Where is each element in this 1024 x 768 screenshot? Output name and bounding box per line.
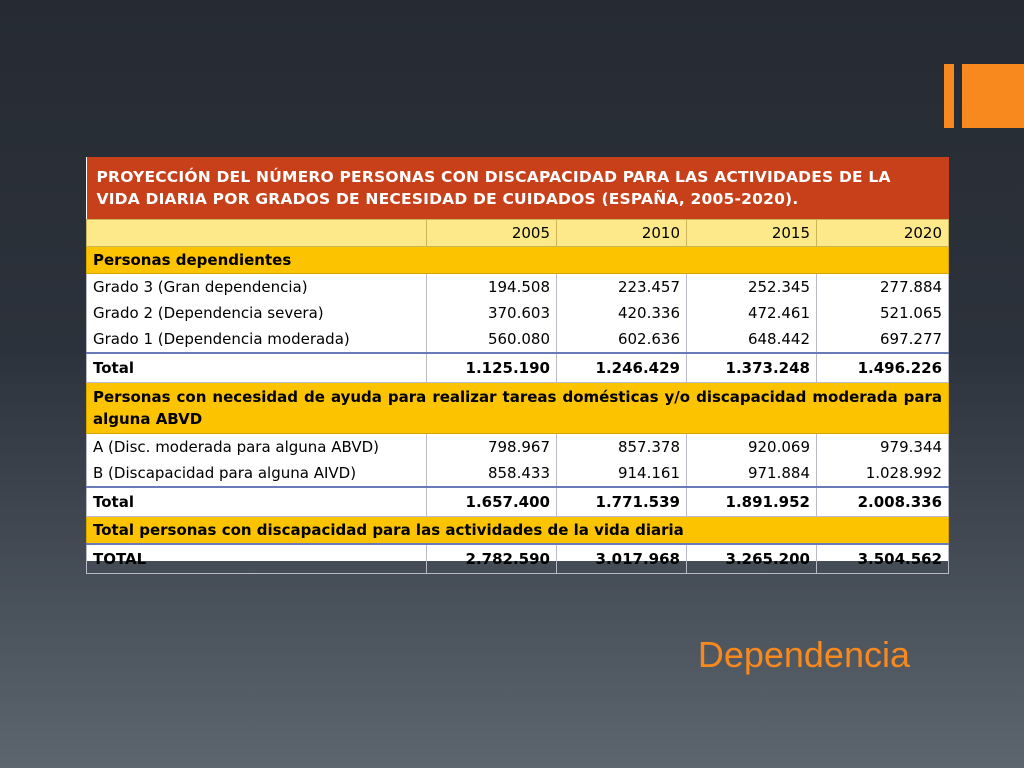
year-header: 2005 xyxy=(427,220,557,247)
row-value: 420.336 xyxy=(557,300,687,326)
projection-table xyxy=(86,157,949,574)
total-label: Total xyxy=(87,353,427,383)
total-value: 3.504.562 xyxy=(817,544,949,574)
total-value: 3.017.968 xyxy=(557,544,687,574)
row-value: 920.069 xyxy=(687,434,817,461)
row-label: Grado 2 (Dependencia severa) xyxy=(87,300,427,326)
accent-bar-thin xyxy=(944,64,954,128)
total-value: 3.265.200 xyxy=(687,544,817,574)
year-header-blank xyxy=(87,220,427,247)
total-value: 1.125.190 xyxy=(427,353,557,383)
table-row xyxy=(87,460,949,487)
row-value: 857.378 xyxy=(557,434,687,461)
row-label: Grado 1 (Dependencia moderada) xyxy=(87,326,427,353)
total-value: 1.496.226 xyxy=(817,353,949,383)
row-value: 858.433 xyxy=(427,460,557,487)
total-label: Total xyxy=(87,487,427,517)
row-value: 697.277 xyxy=(817,326,949,353)
total-value: 1.771.539 xyxy=(557,487,687,517)
row-value: 979.344 xyxy=(817,434,949,461)
table-row xyxy=(87,274,949,301)
year-header: 2015 xyxy=(687,220,817,247)
section-heading-row xyxy=(87,383,949,434)
year-header: 2010 xyxy=(557,220,687,247)
total-value: 2.782.590 xyxy=(427,544,557,574)
table-row xyxy=(87,300,949,326)
total-value: 2.008.336 xyxy=(817,487,949,517)
section-heading: Personas dependientes xyxy=(87,247,949,274)
total-value: 1.373.248 xyxy=(687,353,817,383)
section-heading-row xyxy=(87,517,949,545)
total-value: 1.657.400 xyxy=(427,487,557,517)
section-heading-row xyxy=(87,247,949,274)
row-value: 914.161 xyxy=(557,460,687,487)
section-heading: Personas con necesidad de ayuda para realizar tareas domésticas y/o discapacidad moderada para alguna ABVD xyxy=(87,383,949,434)
row-value: 370.603 xyxy=(427,300,557,326)
row-value: 798.967 xyxy=(427,434,557,461)
year-header-row xyxy=(87,220,949,247)
slide-title: Dependencia xyxy=(697,634,910,675)
row-value: 223.457 xyxy=(557,274,687,301)
row-value: 602.636 xyxy=(557,326,687,353)
row-value: 971.884 xyxy=(687,460,817,487)
grand-total-row xyxy=(87,544,949,574)
row-label: B (Discapacidad para alguna AIVD) xyxy=(87,460,427,487)
total-label: TOTAL xyxy=(87,544,427,574)
table-caption-row xyxy=(87,157,949,220)
accent-bar-block xyxy=(962,64,1024,128)
row-label: Grado 3 (Gran dependencia) xyxy=(87,274,427,301)
projection-table-image xyxy=(86,157,948,568)
row-label: A (Disc. moderada para alguna ABVD) xyxy=(87,434,427,461)
table-row xyxy=(87,434,949,461)
row-value: 521.065 xyxy=(817,300,949,326)
table-row xyxy=(87,326,949,353)
total-value: 1.891.952 xyxy=(687,487,817,517)
total-value: 1.246.429 xyxy=(557,353,687,383)
section-heading: Total personas con discapacidad para las actividades de la vida diaria xyxy=(87,517,949,545)
row-value: 194.508 xyxy=(427,274,557,301)
year-header: 2020 xyxy=(817,220,949,247)
row-value: 1.028.992 xyxy=(817,460,949,487)
row-value: 560.080 xyxy=(427,326,557,353)
table-caption: PROYECCIÓN DEL NÚMERO PERSONAS CON DISCAPACIDAD PARA LAS ACTIVIDADES DE LA VIDA DIARIA POR GRADOS DE NECESIDAD DE CUIDADOS (ESPAÑA, 2005-2020). xyxy=(87,157,949,220)
total-row xyxy=(87,353,949,383)
row-value: 472.461 xyxy=(687,300,817,326)
row-value: 648.442 xyxy=(687,326,817,353)
total-row xyxy=(87,487,949,517)
row-value: 277.884 xyxy=(817,274,949,301)
row-value: 252.345 xyxy=(687,274,817,301)
